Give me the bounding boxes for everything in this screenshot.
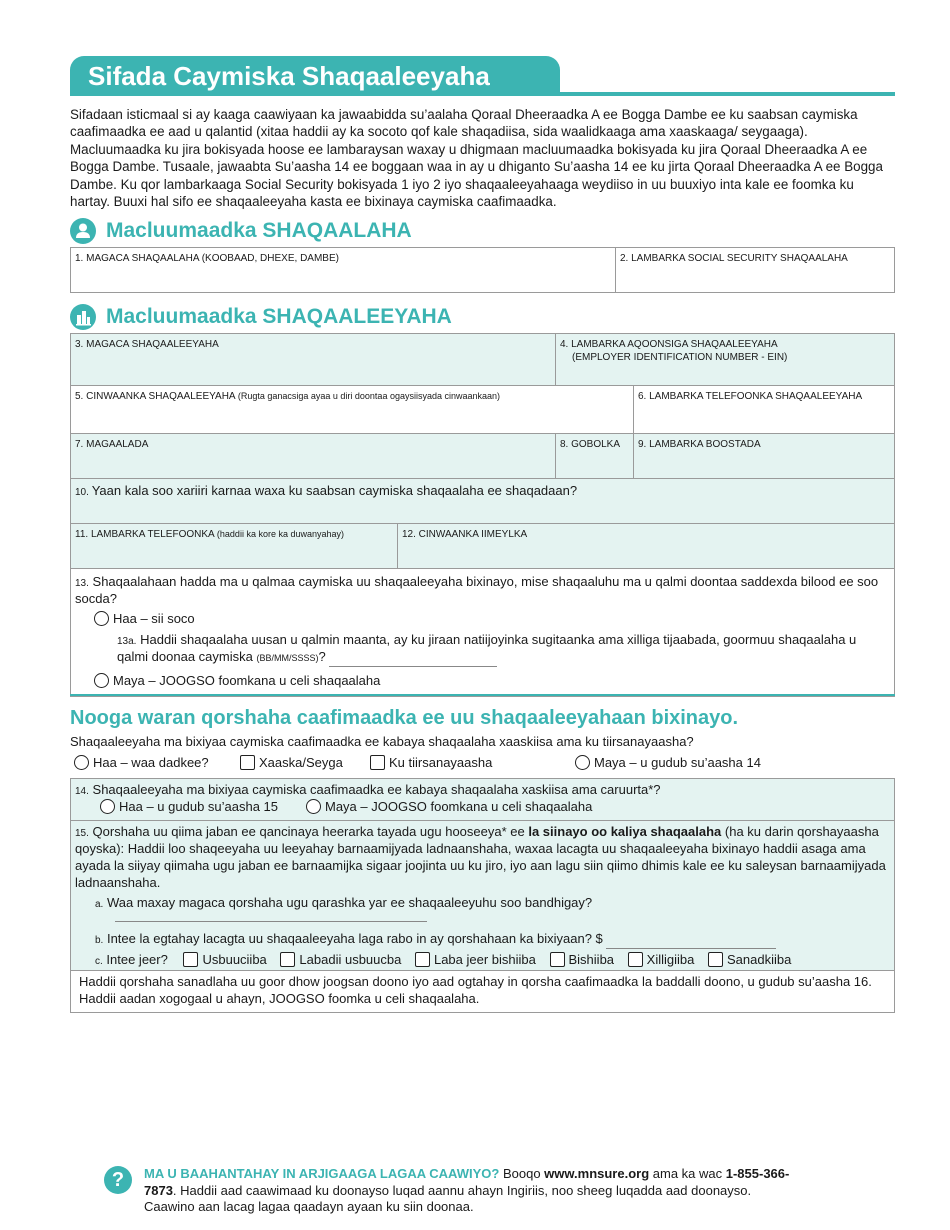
employer-address-field[interactable] [71, 386, 634, 434]
q15b-block [95, 931, 776, 949]
q13a-date-input[interactable] [329, 649, 497, 667]
freq-yearly-label: Sanadkiiba [726, 952, 792, 967]
q15-number: 15. [75, 828, 89, 839]
freq-yearly-checkbox[interactable] [708, 952, 723, 967]
spouse-checkbox[interactable] [240, 755, 255, 770]
q13-yes-radio[interactable] [94, 611, 109, 626]
zip-label: 9. LAMBARKA BOOSTADA [638, 439, 761, 450]
q14-number: 14. [75, 786, 89, 797]
title-underline [70, 92, 895, 96]
contact-person-question: Yaan kala soo xariiri karnaa waxa ku saabsan caymiska shaqaalaha ee shaqadaan? [91, 483, 578, 498]
freq-monthly-option[interactable] [550, 952, 615, 967]
freq-weekly-checkbox[interactable] [183, 952, 198, 967]
dependents-yes-option[interactable] [74, 755, 209, 770]
q13a-block [117, 632, 857, 667]
employer-phone-field[interactable] [634, 386, 894, 434]
q13a-number: 13a. [117, 636, 137, 647]
q13-number: 13. [75, 578, 89, 589]
employer-name-label: 3. MAGACA SHAQAALEEYAHA [75, 339, 219, 350]
q15-text-a: Qorshaha uu qiima jaban ee qancinaya heerarka tayada ugu hooseeya* ee [92, 824, 529, 839]
section-divider [70, 694, 895, 696]
dependents-option[interactable] [370, 755, 492, 770]
title-bar [70, 56, 895, 96]
q13-no-label: Maya – JOOGSO foomkana u celi shaqaalaha [113, 673, 381, 688]
employee-ssn-label: 2. LAMBARKA SOCIAL SECURITY SHAQAALAHA [620, 253, 848, 264]
q13-no-radio[interactable] [94, 673, 109, 688]
state-label: 8. GOBOLKA [560, 439, 621, 450]
help-text [144, 1166, 804, 1216]
freq-quarterly-checkbox[interactable] [628, 952, 643, 967]
dependents-no-radio[interactable] [575, 755, 590, 770]
premium-amount-input[interactable] [606, 931, 776, 949]
employer-section-title: Macluumaadka SHAQAALEEYAHA [106, 305, 452, 328]
state-field[interactable] [556, 434, 634, 479]
plan-name-input[interactable] [115, 912, 427, 922]
contact-phone-field[interactable] [71, 524, 398, 569]
freq-biweekly-label: Labadii usbuucba [299, 952, 402, 967]
freq-biweekly-checkbox[interactable] [280, 952, 295, 967]
employee-section-title: Macluumaadka SHAQAALAHA [106, 219, 412, 242]
contact-phone-label: 11. LAMBARKA TELEFOONKA [75, 529, 215, 540]
q14-no-label: Maya – JOOGSO foomkana u celi shaqaalaha [325, 799, 593, 814]
contact-email-label: 12. CINWAANKA IIMEYLKA [402, 529, 528, 540]
q14-yes-option[interactable] [100, 799, 278, 814]
q13-text: Shaqaalahaan hadda ma u qalmaa caymiska uu shaqaaleeyaha bixinayo, mise shaqaaluhu ma u qalmi doontaa saddexda bilood ee soo socda? [75, 574, 879, 606]
q13a-date-format: (BB/MM/SSSS) [256, 652, 319, 663]
employer-address-note: (Rugta ganacsiga ayaa u diri doontaa ogaysiisyada cinwaankaan) [237, 391, 501, 401]
employer-ein-field[interactable] [556, 334, 894, 386]
employer-ein-label: 4. LAMBARKA AQOONSIGA SHAQAALEEYAHA [560, 339, 778, 350]
employer-phone-label: 6. LAMBARKA TELEFOONKA SHAQAALEEYAHA [638, 391, 863, 402]
help-phone-number[interactable]: 1-855-366-7873 [144, 1166, 790, 1198]
freq-semimonthly-label: Laba jeer bishiiba [433, 952, 536, 967]
help-text-3: . Haddii aad caawimaad ku doonayso luqad aannu ahayn Ingiriis, noo sheeg luqadda aad doonayso. Caawino aan lacag lagaa qaadayn ayaan ku siin doonaa. [144, 1182, 752, 1215]
freq-weekly-label: Usbuuciiba [202, 952, 267, 967]
dependents-no-label: Maya – u gudub su’aasha 14 [594, 755, 761, 770]
q13a-text: Haddii shaqaalaha uusan u qalmin maanta, ay ku jiraan natiijoyinka sugitaanka ama xilliga tijaabada, goormuu shaqaalaha u qalmi doonaa caymiska [117, 632, 857, 664]
spouse-label: Xaaska/Seyga [259, 755, 343, 770]
q15c-number: c. [95, 956, 103, 967]
contact-phone-note: (haddii ka kore ka duwanyahay) [216, 529, 344, 539]
freq-monthly-checkbox[interactable] [550, 952, 565, 967]
q15-text-b: (ha ku darin qorshayaasha qoyska): Haddii loo shaqeeyaha uu leeyahay barnaamijyada ladnaanshaha, waxaa lacagta uu shaqaaleeyaha bixinayo haddii asaga ama ayada la siiyay qiimaha ugu jaban ee barnaamijka sigaar joojinta uu ku jiro, iyo aan lagu siin qiimo dhimis kale ee ku saleysan barnaamijyada ladnaanshaha. [75, 824, 886, 890]
q14-text: Shaqaaleeyaha ma bixiyaa caymiska caafimaadka ee kabaya shaqaalaha xaskiisa ama caruurta*? [92, 782, 661, 797]
closing-note: Haddii qorshaha sanadlaha uu goor dhow joogsan doono iyo aad ogtahay in qorsha caafimaadka la baddalli doono, u gudub su’aasha 16. Haddii aadan xogogaal u ahayn, JOOGSO foomka u celi shaqaalaha. [79, 974, 872, 1006]
freq-weekly-option[interactable] [183, 952, 266, 967]
spouse-option[interactable] [240, 755, 343, 770]
dependents-checkbox[interactable] [370, 755, 385, 770]
help-heading: MA U BAAHANTAHAY IN ARJIGAAGA LAGAA CAAWIYO? [144, 1166, 500, 1181]
building-icon [70, 304, 96, 330]
dependents-no-option[interactable] [575, 755, 761, 770]
dependents-label: Ku tiirsanayaasha [389, 755, 493, 770]
help-icon: ? [104, 1166, 132, 1194]
employee-name-label: 1. MAGACA SHAQAALAHA (KOOBAAD, DHEXE, DAMBE) [75, 253, 339, 264]
freq-semimonthly-checkbox[interactable] [415, 952, 430, 967]
q15b-text: Intee la egtahay lacagta uu shaqaaleeyaha laga rabo in ay qorshahaan ka bixiyaan? $ [106, 931, 603, 946]
q13-yes-option[interactable] [94, 611, 195, 626]
freq-yearly-option[interactable] [708, 952, 791, 967]
freq-quarterly-option[interactable] [628, 952, 695, 967]
dependents-yes-radio[interactable] [74, 755, 89, 770]
q13a-qmark: ? [318, 648, 326, 664]
q15c-block [95, 952, 791, 969]
q14-yes-label: Haa – u gudub su’aasha 15 [119, 799, 279, 814]
q15a-text: Waa maxay magaca qorshaha ugu qarashka yar ee shaqaaleeyuhu soo bandhigay? [106, 895, 593, 910]
zip-field[interactable] [634, 434, 894, 479]
city-label: 7. MAGAALADA [75, 439, 149, 450]
freq-quarterly-label: Xilligiiba [646, 952, 695, 967]
freq-monthly-label: Bishiiba [568, 952, 615, 967]
q14-yes-radio[interactable] [100, 799, 115, 814]
employer-name-field[interactable] [71, 334, 556, 386]
city-field[interactable] [71, 434, 556, 479]
q15-bold-text: la siinayo oo kaliya shaqaalaha [528, 824, 722, 839]
dependents-question: Shaqaaleeyaha ma bixiyaa caymiska caafimaadka ee kabaya shaqaalaha xaaskiisa ama ku tiirsanayaasha? [70, 734, 694, 749]
employer-ein-sublabel: (EMPLOYER IDENTIFICATION NUMBER - EIN) [572, 352, 788, 363]
intro-paragraph: Sifadaan isticmaal si ay kaaga caawiyaan ka jawaabidda su’aalaha Qoraal Dheeraadka A ee Bogga Dambe ee ku saabsan caymiska caafimaadka ee aad u qalantid (xitaa haddii ay ka socoto qof kale shaqadiisa, sida waalidkaaga ama xaaskaaga/ seygaaga). Macluumaadka ku jira bokisyada hoose ee lambaraysan waxay u dhigmaan macluumaadka bokisyada ku jira Qoraal Dheeraadka A ee Bogga Dambe. Tusaale, jawaabta Su’aasha 14 ee boggaan waa in ay u dhiganto Su’aasha 14 ee ku jirta Qoraal Dheeraadka A ee Bogga Dambe. Ku qor lambarkaaga Social Security bokisyada 1 iyo 2 iyo shaqaaleeyahaaga weydiiso in uu buuxiyo inta kale ee foomka ku hartay. Buuxi hal sifo ee shaqaaleeyaha kasta ee bixinaya caymiska caafimaadka. [70, 107, 883, 210]
q14-no-radio[interactable] [306, 799, 321, 814]
q15a-block [95, 895, 592, 912]
employer-address-label: 5. CINWAANKA SHAQAALEEYAHA [75, 391, 236, 402]
contact-person-field[interactable] [71, 479, 894, 524]
employee-name-field[interactable] [71, 248, 616, 292]
contact-person-number: 10. [75, 487, 89, 498]
person-icon [70, 218, 96, 244]
employee-ssn-field[interactable] [616, 248, 894, 292]
freq-biweekly-option[interactable] [280, 952, 401, 967]
help-text-2: ama ka wac [649, 1166, 726, 1181]
q15b-number: b. [95, 935, 104, 946]
page-title: Sifada Caymiska Shaqaaleeyaha [88, 61, 490, 91]
plans-section-title: Nooga waran qorshaha caafimaadka ee uu shaqaaleeyahaan bixinayo. [70, 707, 739, 729]
dependents-yes-label: Haa – waa dadkee? [93, 755, 209, 770]
q13-no-option[interactable] [94, 673, 380, 688]
help-text-1: Booqo [499, 1166, 545, 1181]
q15a-number: a. [95, 899, 104, 910]
q15c-text: Intee jeer? [106, 952, 168, 967]
employee-info-box [70, 247, 895, 293]
contact-email-field[interactable] [398, 524, 894, 569]
q14-no-option[interactable] [306, 799, 592, 814]
help-url-link[interactable]: www.mnsure.org [544, 1166, 650, 1181]
freq-semimonthly-option[interactable] [415, 952, 536, 967]
q13-yes-label: Haa – sii soco [113, 611, 195, 626]
